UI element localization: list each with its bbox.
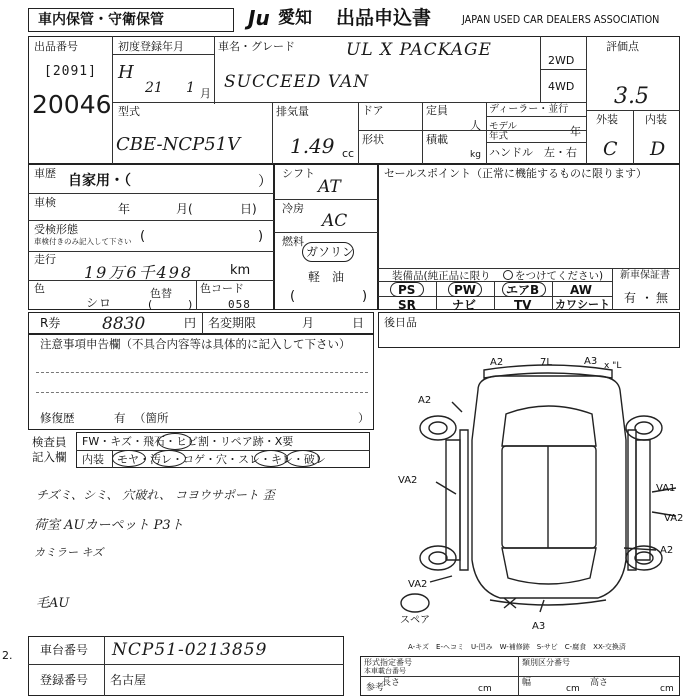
diagram-mark-top-a3: A3: [584, 356, 598, 367]
inspector-label2: 記入欄: [32, 450, 67, 464]
registration-month-unit: 月: [200, 87, 211, 100]
lot-label: 出品番号: [34, 40, 78, 53]
model-grade-label: 車名・グレード: [218, 40, 295, 53]
mileage-label: 走行: [34, 253, 56, 266]
ref-label: 参考: [366, 683, 385, 693]
handwritten-note-2: 荷室 AUカーペット P3ト: [34, 518, 184, 533]
displacement-unit: cc: [342, 147, 355, 160]
equipment-airbag: エアB: [506, 283, 540, 297]
reception-label: 受検形態: [34, 223, 78, 236]
length-label: 長さ: [382, 678, 401, 688]
diagram-mark-right1: VA1: [656, 483, 676, 494]
displacement-value: 1.49: [290, 134, 335, 158]
mark-circle-tobiishi: [158, 433, 192, 450]
equipment-sr: SR: [398, 298, 416, 312]
diagram-mark-bottom: A3: [532, 621, 546, 632]
name-change-day: 日: [352, 316, 365, 330]
equipment-label: 装備品(純正品に限り: [392, 270, 491, 282]
capacity-unit: 人: [470, 119, 481, 132]
rating-label: 評価点: [606, 40, 639, 53]
model-year-unit: 年: [570, 125, 581, 138]
registration-month: 1: [186, 80, 195, 96]
registration-era: H: [118, 62, 134, 83]
fuel-label: 燃料: [282, 235, 304, 248]
recycle-row: [28, 312, 374, 334]
warranty-sep: ・: [641, 291, 654, 305]
mark-circle-yogore: [152, 450, 186, 467]
displacement-label: 排気量: [276, 105, 309, 118]
mileage-unit: km: [230, 263, 251, 278]
inspector-label: 検査員: [32, 435, 67, 449]
fuel-gasoline: ガソリン: [306, 245, 355, 259]
dealer-import-label: ディーラー・並行: [489, 104, 569, 115]
color-change-close: ): [188, 298, 193, 311]
chassis-label: 車台番号: [40, 643, 89, 657]
warranty-label: 新車保証書: [620, 270, 670, 281]
type-label: 型式: [118, 105, 140, 118]
damage-legend: A-キズ E-ヘコミ U-凹み W-補修跡 S-サビ C-腐食 XX-交換済: [408, 643, 626, 651]
chassis-side-mark: 2.: [2, 649, 13, 662]
reception-open: (: [140, 229, 146, 244]
mark-circle-moya: [112, 450, 146, 467]
inspector-row1: FW・キズ・飛石・ヒビ割・リペア跡・X要: [82, 435, 294, 448]
diagram-mark-right2: VA2: [664, 513, 684, 524]
color-value: シロ: [86, 296, 113, 310]
diagram-mark-top-xl: x "L: [604, 361, 622, 371]
handwritten-note-1: チズミ、シミ、 穴破れ、 コヨウサポート 歪: [36, 488, 275, 502]
handle-options: 左・右: [544, 146, 577, 159]
equipment-aw: AW: [570, 283, 592, 297]
equipment-tv: TV: [514, 298, 532, 312]
warranty-yes: 有: [624, 291, 637, 305]
notes-label: 注意事項申告欄（不具合内容等は具体的に記入して下さい）: [40, 337, 351, 351]
exterior-grade: C: [603, 138, 618, 160]
ac-label: 冷房: [282, 202, 304, 215]
lot-number: 20046: [32, 90, 112, 119]
shift-label: シフト: [282, 167, 315, 180]
load-label: 積載: [426, 133, 448, 146]
storage-label: 車内保管・守衛保管: [38, 12, 164, 28]
height-label: 高さ: [590, 678, 609, 688]
width-label: 幅: [522, 678, 532, 688]
mark-circle-kire: [286, 450, 320, 467]
registration-year: 21: [145, 80, 163, 96]
fuel-close: ): [362, 289, 368, 304]
equipment-pw: PW: [454, 283, 477, 297]
type-value: CBE-NCP51V: [116, 134, 241, 155]
inspection-year: 年: [118, 202, 131, 216]
recycle-label: R券: [40, 316, 61, 330]
diagram-mark-right3: A2: [660, 545, 674, 556]
color-change-open: (: [148, 298, 153, 311]
history-value: 自家用・（: [68, 173, 131, 189]
name-change-month: 月: [302, 316, 315, 330]
height-unit: cm: [660, 684, 674, 694]
color-code-value: 058: [228, 298, 251, 311]
inspection-day: 日): [240, 202, 257, 216]
equipment-navi: ナビ: [452, 298, 477, 312]
repair-history-close: ）: [358, 411, 370, 425]
rating-score: 3.5: [614, 84, 649, 109]
color-code-label: 色コード: [200, 282, 244, 295]
exterior-label: 外装: [596, 113, 618, 126]
inspector-row2-prefix: 内装: [82, 453, 104, 466]
doors-label: ドア: [362, 104, 384, 117]
drive-4wd: 4WD: [548, 80, 575, 93]
history-label: 車歴: [34, 167, 56, 180]
repair-history-value: 有: [114, 411, 126, 425]
color-change-label: 色替: [150, 287, 172, 300]
plate-label: 登録番号: [40, 673, 89, 687]
association-name: JAPAN USED CAR DEALERS ASSOCIATION: [462, 14, 660, 26]
type-designation-label: 形式指定番号: [364, 658, 412, 667]
registration-label: 初度登録年月: [118, 40, 184, 53]
length-unit: cm: [478, 684, 492, 694]
form-title: 出品申込書: [336, 7, 432, 29]
mileage-value: 19万6千498: [84, 263, 194, 282]
equipment-leather-seat: カワシート: [555, 298, 610, 311]
repair-history-place: （箇所: [134, 411, 169, 425]
handwritten-note-3: カミラー キズ: [34, 546, 104, 559]
chassis-value: NCP51-0213859: [112, 640, 268, 660]
grade-value: UL X PACKAGE: [346, 40, 492, 60]
after-item-block: [378, 312, 680, 348]
repair-history-label: 修復歴: [40, 411, 75, 425]
diagram-mark-left: VA2: [398, 475, 418, 486]
equipment-circle-mark: [503, 270, 513, 280]
logo-region: 愛知: [278, 8, 312, 28]
shift-value: AT: [318, 177, 341, 197]
diagram-mark-top-7l: 7L: [540, 357, 552, 368]
width-unit: cm: [566, 684, 580, 694]
recycle-unit: 円: [184, 316, 197, 330]
fuel-open: (: [290, 289, 296, 304]
spare-tire-label: スペア: [400, 615, 430, 626]
maker-number-label: 本車載台番号: [364, 667, 406, 675]
interior-label: 内装: [645, 113, 667, 126]
class-number-label: 類別区分番号: [522, 658, 570, 667]
history-close: ）: [258, 174, 272, 190]
interior-grade: D: [650, 138, 666, 160]
inspection-month: 月(: [176, 202, 193, 216]
equipment-label-tail: をつけてください): [515, 270, 604, 282]
equipment-ps: PS: [398, 283, 416, 297]
lot-sub-number: [2091]: [44, 64, 97, 79]
drive-2wd: 2WD: [548, 54, 575, 67]
ac-value: AC: [322, 211, 348, 231]
diagram-mark-top-a2: A2: [490, 357, 504, 368]
inspection-label: 車検: [34, 196, 56, 209]
diagram-mark-bottom-left: VA2: [408, 579, 428, 590]
inspector-row2: モヤ・汚レ・コゲ・穴・スレ・キレ・破レ: [117, 453, 326, 466]
load-unit: kg: [470, 150, 481, 160]
capacity-label: 定員: [426, 104, 448, 117]
handle-label: ハンドル: [489, 146, 533, 159]
diagram-mark-front-left: A2: [418, 395, 432, 406]
reception-close: ): [258, 229, 264, 244]
recycle-value: 8830: [102, 314, 146, 334]
reception-note: 車検付きのみ記入して下さい: [34, 237, 132, 246]
logo-mark: Ju: [248, 6, 270, 30]
color-label: 色: [34, 282, 45, 295]
after-item-label: 後日品: [384, 316, 417, 329]
model-year-label: モデル 年式: [489, 121, 518, 142]
name-change-label: 名変期限: [208, 316, 257, 330]
fuel-diesel: 軽 油: [308, 270, 345, 284]
mark-circle-sure: [254, 450, 288, 467]
handwritten-note-4: 毛AU: [36, 596, 70, 611]
shape-label: 形状: [362, 133, 384, 146]
sales-point-label: セールスポイント（正常に機能するものに限ります）: [384, 167, 648, 180]
plate-prefix: 名古屋: [110, 673, 147, 687]
warranty-no: 無: [656, 291, 669, 305]
model-name-value: SUCCEED VAN: [224, 72, 370, 92]
